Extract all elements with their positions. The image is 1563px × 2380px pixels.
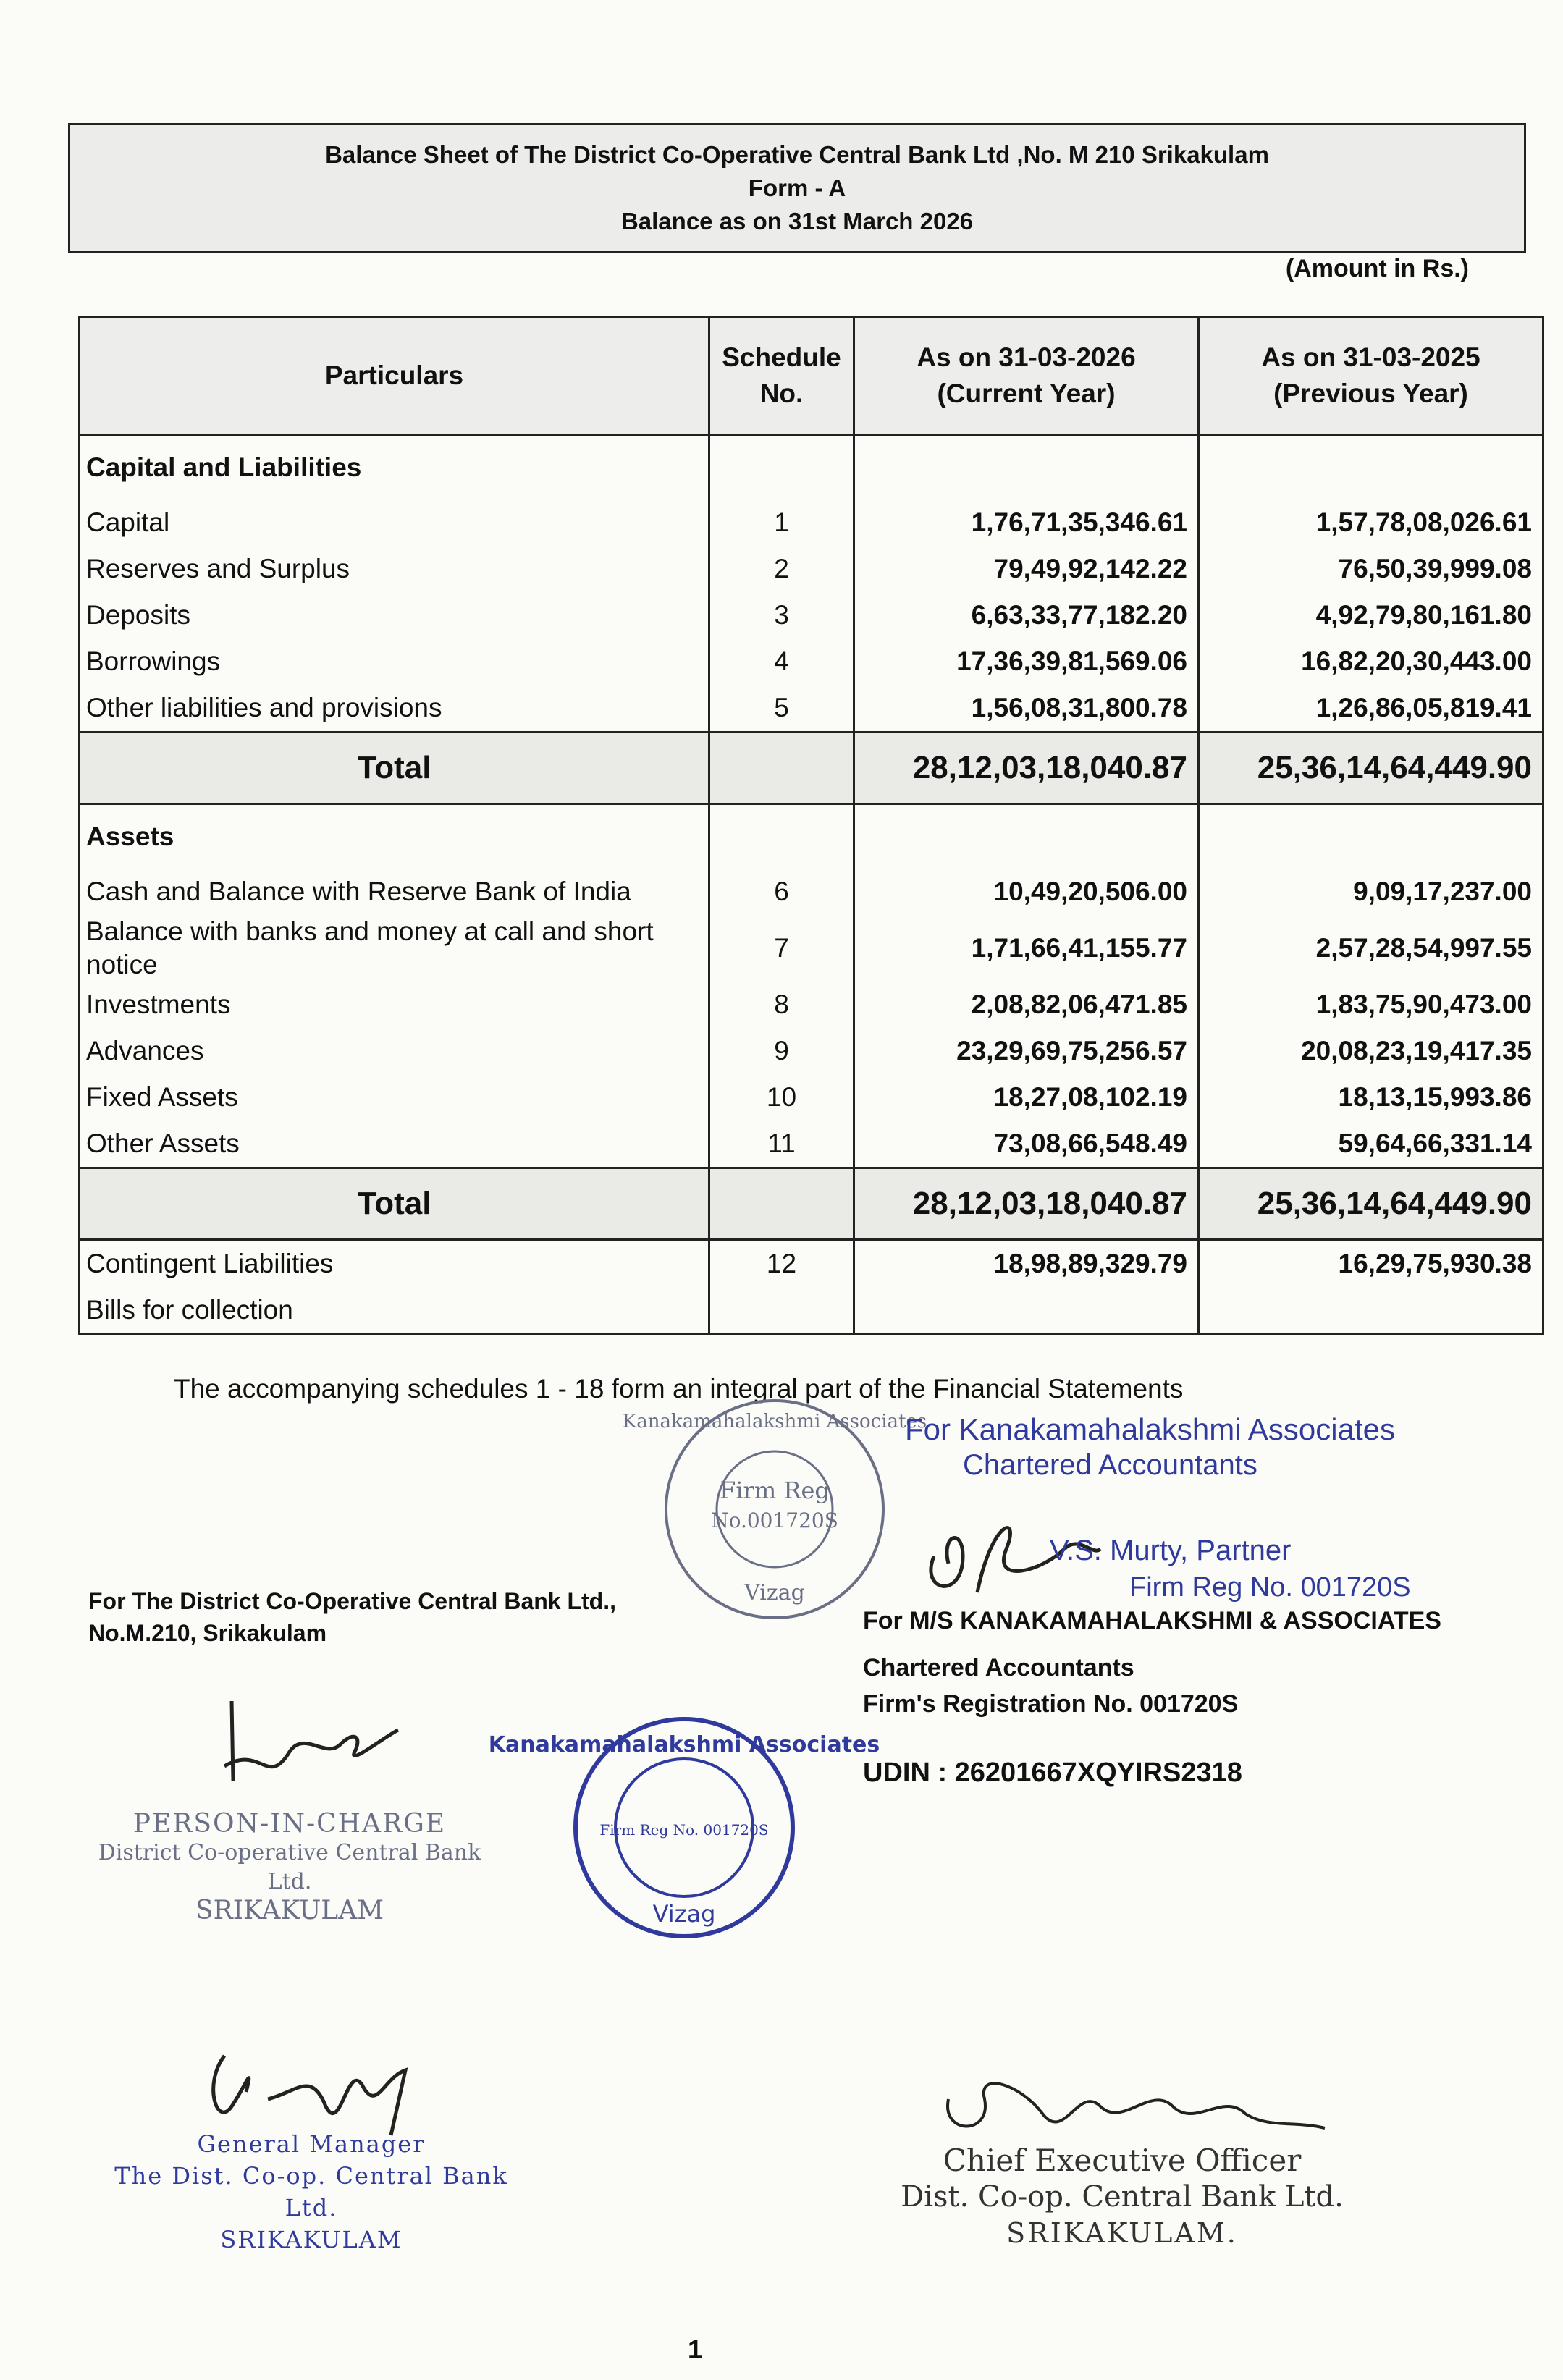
ceo-signature [934, 2056, 1339, 2150]
footnote: The accompanying schedules 1 - 18 form an integral part of the Financial Statements [174, 1374, 1184, 1404]
table-row: Borrowings 4 17,36,39,81,569.06 16,82,20,30,443.00 [80, 638, 1543, 685]
assets-total-row: Total 28,12,03,18,040.87 25,36,14,64,449.90 [80, 1168, 1543, 1240]
balance-date: Balance as on 31st March 2026 [620, 208, 974, 235]
col-previous-year: As on 31-03-2025 (Previous Year) [1199, 317, 1543, 435]
table-row: Advances 9 23,29,69,75,256.57 20,08,23,19,417.35 [80, 1028, 1543, 1074]
col-particulars: Particulars [80, 317, 709, 435]
liabilities-heading: Capital and Liabilities [80, 435, 709, 500]
firm-registration: Firm's Registration No. 001720S [863, 1690, 1239, 1718]
person-in-charge-signature [217, 1687, 405, 1795]
section-heading-row [80, 435, 1543, 500]
auditor-seal [488, 1708, 880, 1947]
table-row: Reserves and Surplus 2 79,49,92,142.22 76,50,39,999.08 [80, 546, 1543, 592]
title-box [68, 123, 1526, 253]
svg-text:Kanakamahalakshmi Associates: Kanakamahalakshmi Associates [622, 1411, 927, 1432]
balance-sheet-table [78, 316, 1544, 1335]
auditor-designation: Chartered Accountants [963, 1449, 1257, 1481]
bank-signatory-block: For The District Co-Operative Central Bank Ltd., No.M.210, Srikakulam [88, 1588, 616, 1646]
table-row: Deposits 3 6,63,33,77,182.20 4,92,79,80,161.80 [80, 592, 1543, 638]
svg-text:No.001720S: No.001720S [711, 1508, 838, 1532]
amount-unit-note: (Amount in Rs.) [1285, 255, 1469, 282]
col-current-year: As on 31-03-2026 (Current Year) [854, 317, 1199, 435]
title-line: Balance Sheet of The District Co-Operative Central Bank Ltd ,No. M 210 Srikakulam [325, 141, 1269, 168]
svg-text:Firm Reg No. 001720S: Firm Reg No. 001720S [599, 1821, 769, 1839]
table-row: Fixed Assets 10 18,27,08,102.19 18,13,15,993.86 [80, 1074, 1543, 1121]
auditor-ca-line: Chartered Accountants [863, 1654, 1134, 1681]
table-row: Other liabilities and provisions 5 1,56,08,31,800.78 1,26,86,05,819.41 [80, 685, 1543, 733]
udin: UDIN : 26201667XQYIRS2318 [863, 1757, 1242, 1788]
auditor-for-line: For M/S KANAKAMAHALAKSHMI & ASSOCIATES [863, 1607, 1441, 1634]
firm-reg-handwritten: Firm Reg No. 001720S [1129, 1572, 1411, 1603]
table-row: Capital 1 1,76,71,35,346.61 1,57,78,08,026.61 [80, 499, 1543, 546]
table-header-row [80, 317, 1543, 435]
table-row: Cash and Balance with Reserve Bank of India 6 10,49,20,506.00 9,09,17,237.00 [80, 869, 1543, 915]
person-in-charge-stamp: PERSON-IN-CHARGE District Co-operative Central Bank Ltd. SRIKAKULAM [98, 1809, 481, 1925]
auditor-firm-name: For Kanakamahalakshmi Associates [905, 1412, 1395, 1446]
table-row: Other Assets 11 73,08,66,548.49 59,64,66,331.14 [80, 1121, 1543, 1168]
table-row: Investments 8 2,08,82,06,471.85 1,83,75,90,473.00 [80, 982, 1543, 1028]
svg-text:Vizag: Vizag [744, 1580, 805, 1605]
assets-heading: Assets [80, 804, 709, 869]
svg-text:Vizag: Vizag [652, 1900, 716, 1928]
table-row: Bills for collection [80, 1287, 1543, 1335]
ceo-stamp: Chief Executive Officer Dist. Co-op. Central Bank Ltd. SRIKAKULAM. [901, 2143, 1344, 2249]
svg-text:Firm Reg: Firm Reg [720, 1477, 830, 1504]
svg-text:Kanakamahalakshmi Associates: Kanakamahalakshmi Associates [488, 1732, 880, 1757]
general-manager-stamp: General Manager The Dist. Co-op. Central Bank Ltd. SRIKAKULAM [114, 2130, 508, 2253]
col-schedule: Schedule No. [709, 317, 854, 435]
table-row: Contingent Liabilities 12 18,98,89,329.79 16,29,75,930.38 [80, 1240, 1543, 1288]
page-number: 1 [688, 2334, 703, 2364]
partner-name: V.S. Murty, Partner [1050, 1535, 1292, 1566]
general-manager-signature [203, 2041, 434, 2143]
auditor-stamp [622, 1390, 927, 1629]
section-heading-row [80, 804, 1543, 869]
form-label: Form - A [748, 174, 846, 201]
liabilities-total-row: Total 28,12,03,18,040.87 25,36,14,64,449.90 [80, 733, 1543, 804]
table-row: Balance with banks and money at call and short notice 7 1,71,66,41,155.77 2,57,28,54,997.55 [80, 915, 1543, 982]
